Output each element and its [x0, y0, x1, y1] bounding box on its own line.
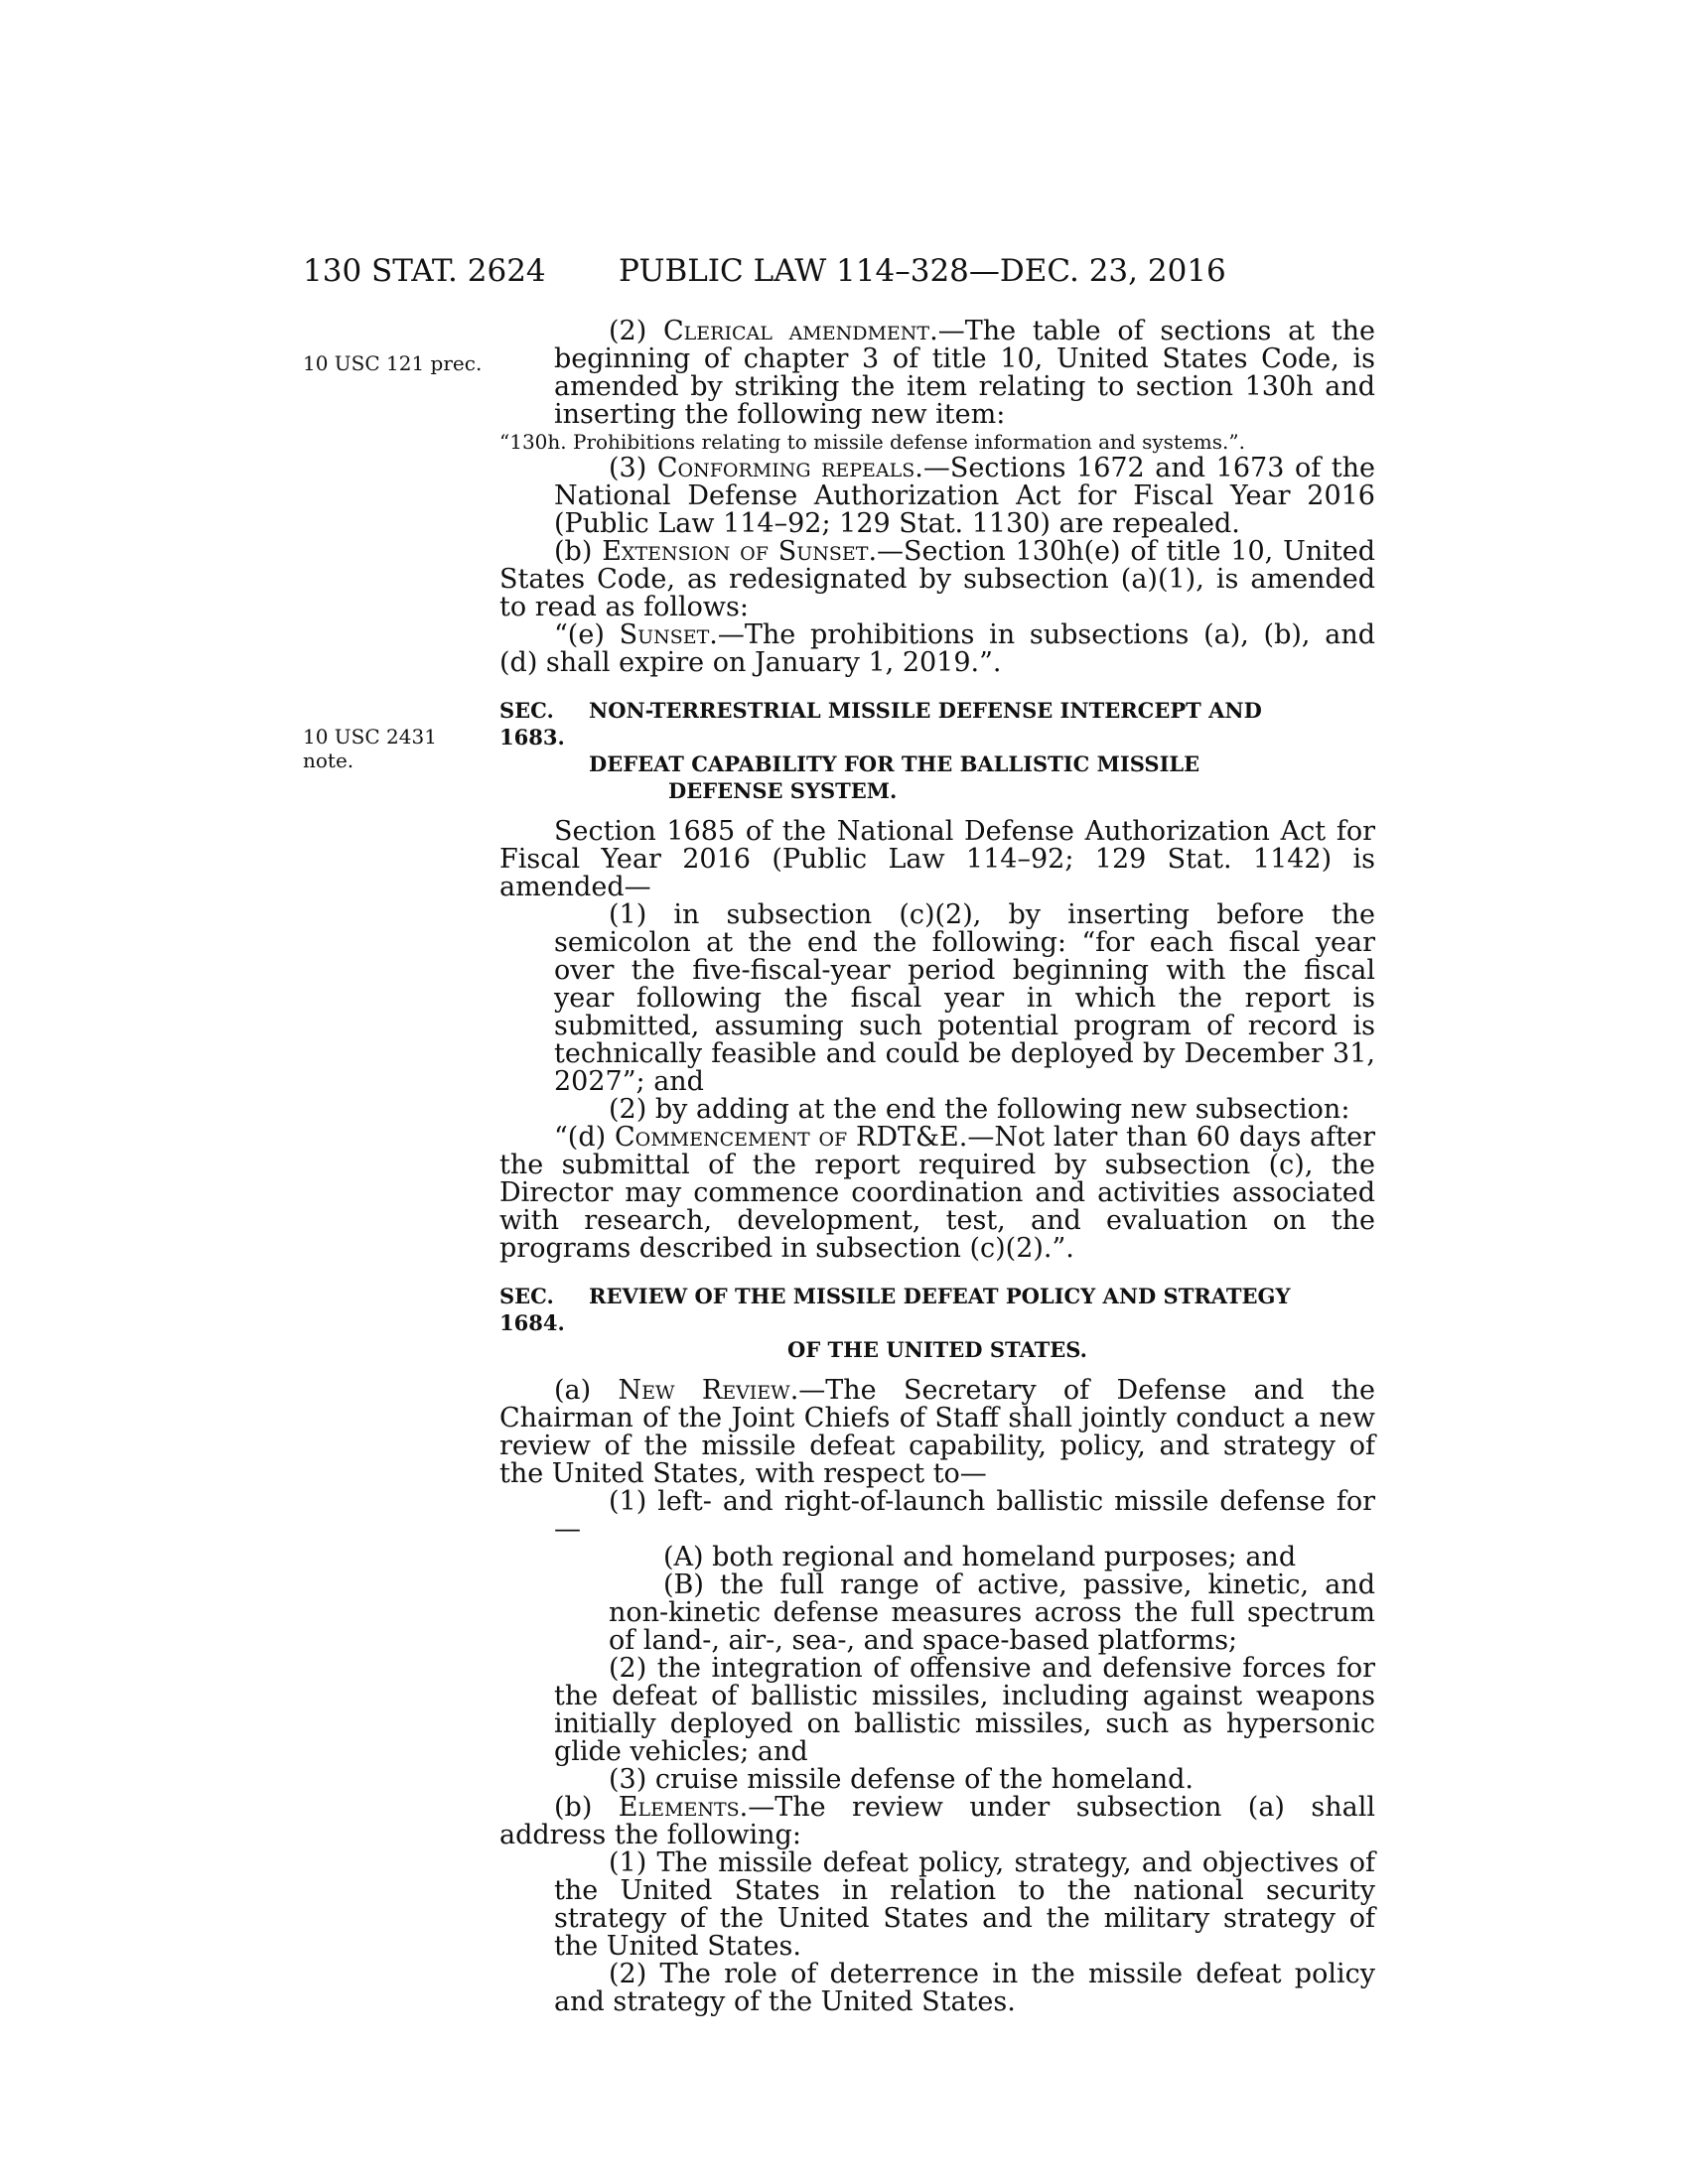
- subsection-a-item-2: (2) the integration of offensive and defensive forces for the defeat of ballistic missiles, including against weapons initially deployed on ballistic missiles, such as hypersonic glide vehicles; and: [554, 1653, 1375, 1767]
- subsection-b-item-2: (2) The role of deterrence in the missile defeat policy and strategy of the United States.: [554, 1959, 1375, 2017]
- subsection-a-item-1a: (A) both regional and homeland purposes; and: [663, 1542, 1297, 1572]
- subsection-a-new-review: [499, 1377, 1375, 1488]
- paragraph-clerical-amendment: [499, 318, 1375, 429]
- margin-note-line: note.: [303, 749, 354, 772]
- page-reference: 130 STAT. 2624: [303, 253, 546, 289]
- paragraph-heading: Elements: [618, 1792, 740, 1823]
- margin-note-usc-121: 10 USC 121 prec.: [303, 351, 483, 375]
- paragraph-number: (b): [554, 536, 603, 567]
- subsection-d-commencement: [499, 1124, 1375, 1263]
- paragraph-extension-of-sunset: [499, 538, 1375, 621]
- paragraph-heading: New Review: [618, 1375, 790, 1406]
- section-heading-1684: [499, 1283, 1375, 1363]
- section-title-line: OF THE UNITED STATES.: [787, 1337, 1087, 1362]
- paragraph-heading: Commencement of RDT&E: [614, 1122, 959, 1153]
- section-heading-1683: [499, 697, 1375, 804]
- paragraph-text: .—The prohibitions in subsections (a), (b), and (d) shall expire on January 1, 2019.”.: [499, 619, 1375, 678]
- subsection-a-item-1b: (B) the full range of active, passive, kinetic, and non-kinetic defense measures across the full spectrum of land-, air-, sea-, and space-based platforms;: [609, 1570, 1375, 1656]
- paragraph-heading: Clerical amendment: [663, 316, 930, 346]
- law-reference: PUBLIC LAW 114–328—DEC. 23, 2016: [619, 253, 1226, 289]
- section-1683-intro: Section 1685 of the National Defense Authorization Act for Fiscal Year 2016 (Public Law 114–92; 129 Stat. 1142) is amended—: [499, 816, 1375, 902]
- subsection-a-item-3: (3) cruise missile defense of the homeland.: [609, 1764, 1194, 1795]
- section-1683-item-1: (1) in subsection (c)(2), by inserting before the semicolon at the end the following: “for each fiscal year over the five-fiscal-year period beginning with the fiscal year following the fiscal year in which the report is submitted, assuming such potential program of record is technically feasible and could be deployed by December 31, 2027”; and: [554, 899, 1375, 1097]
- paragraph-number: “(e): [554, 619, 620, 650]
- paragraph-text: .—Sections 1672 and 1673 of the National Defense Authorization Act for Fiscal Year 2016 (Public Law 114–92; 129 Stat. 1130) are repealed.: [554, 453, 1375, 539]
- section-1683-item-2: (2) by adding at the end the following new subsection:: [609, 1094, 1350, 1125]
- paragraph-text: .—Not later than 60 days after the submittal of the report required by subsection (c), the Director may commence coordination and activities associated with research, development, test, and evaluation on the programs described in subsection (c)(2).”.: [499, 1122, 1375, 1264]
- paragraph-conforming-repeals: [499, 455, 1375, 538]
- subsection-b-item-1: (1) The missile defeat policy, strategy, and objectives of the United States in relation to the national security strategy of the United States and the military strategy of the United States.: [554, 1847, 1375, 1962]
- paragraph-text: .—The table of sections at the beginning of chapter 3 of title 10, United States Code, is amended by striking the item relating to section 130h and inserting the following new item:: [554, 316, 1375, 430]
- quoted-table-item: “130h. Prohibitions relating to missile defense information and systems.”.: [499, 430, 1245, 454]
- document-body: [499, 318, 1375, 2016]
- paragraph-heading: Sunset: [619, 619, 710, 650]
- margin-note-line: 10 USC 2431: [303, 725, 437, 749]
- paragraph-number: “(d): [554, 1122, 615, 1153]
- section-title-line: DEFEAT CAPABILITY FOR THE BALLISTIC MISSILE: [589, 751, 1200, 776]
- paragraph-number: (a): [554, 1375, 619, 1406]
- paragraph-text: .—The review under subsection (a) shall address the following:: [499, 1792, 1375, 1850]
- paragraph-heading: Extension of Sunset: [602, 536, 869, 567]
- paragraph-number: (b): [554, 1792, 619, 1823]
- section-number: SEC. 1684.: [499, 1284, 565, 1335]
- margin-note-usc-2431: [303, 725, 437, 772]
- section-title-line: DEFENSE SYSTEM.: [668, 778, 898, 803]
- section-number: SEC. 1683.: [499, 698, 565, 750]
- paragraph-sunset: [499, 621, 1375, 677]
- section-title-line: NON-TERRESTRIAL MISSILE DEFENSE INTERCEPT AND: [589, 698, 1262, 723]
- paragraph-text: .—Section 130h(e) of title 10, United States Code, as redesignated by subsection (a)(1), is amended to read as follows:: [499, 536, 1375, 622]
- paragraph-number: (3): [609, 453, 657, 483]
- paragraph-heading: Conforming repeals: [656, 453, 915, 483]
- subsection-a-item-1: (1) left- and right-of-launch ballistic missile defense for—: [554, 1486, 1375, 1545]
- paragraph-number: (2): [609, 316, 663, 346]
- subsection-b-elements: [499, 1794, 1375, 1849]
- paragraph-text: .—The Secretary of Defense and the Chairman of the Joint Chiefs of Staff shall jointly conduct a new review of the missile defeat capability, policy, and strategy of the United States, with respect to—: [499, 1375, 1375, 1489]
- section-title-line: REVIEW OF THE MISSILE DEFEAT POLICY AND STRATEGY: [589, 1284, 1291, 1308]
